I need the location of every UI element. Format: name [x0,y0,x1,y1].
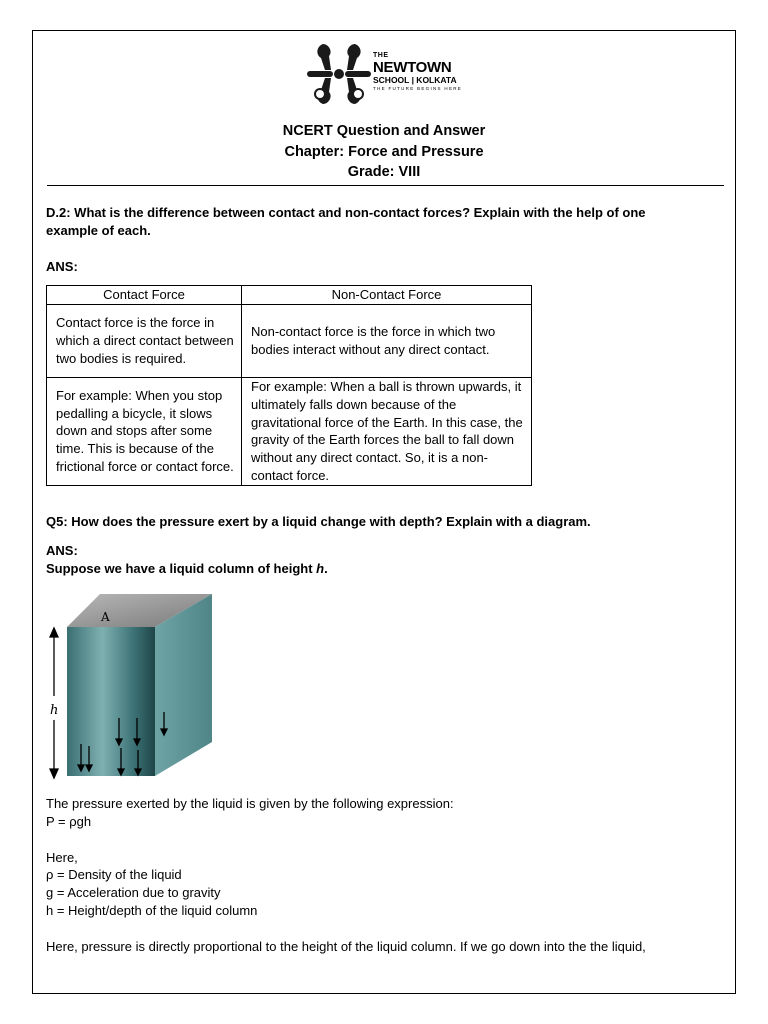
table-header-cell: Non-Contact Force [242,286,532,305]
answer-label: ANS: [46,259,78,274]
logo-tagline: THE FUTURE BEGINS HERE [373,86,463,91]
expression-intro: The pressure exerted by the liquid is given by the following expression: [46,796,454,811]
table-cell: For example: When you stop pedalling a bicycle, it slows down and stops after some time. This is because of the frictional force or contact force. [47,377,242,485]
conclusion-text: Here, pressure is directly proportional to the height of the liquid column. If we go down into the the liquid, [46,939,646,954]
question-q5: Q5: How does the pressure exert by a liquid change with depth? Explain with a diagram. [46,514,591,529]
area-label: A [101,610,110,624]
suppose-prefix: Suppose we have a liquid column of height [46,561,317,576]
question-d2-line2: example of each. [46,223,151,238]
here-label: Here, [46,850,78,865]
table-header-row [47,286,532,305]
logo-the: THE [373,52,389,59]
column-front-face [67,627,155,776]
header-divider [47,185,724,186]
answer-label-2: ANS: [46,543,78,558]
table-row [47,377,532,485]
suppose-variable: h [316,561,325,576]
table-header-cell: Contact Force [47,286,242,305]
table-cell: For example: When a ball is thrown upwards, it ultimately falls down because of the gravitational force of the Earth. In this case, the gravity of the Earth forces the ball to fall down without any direct contact. So, it is a non-contact force. [242,377,532,485]
height-label: h [50,703,59,718]
table-row [47,304,532,377]
definition-density: ρ = Density of the liquid [46,867,182,882]
definition-height: h = Height/depth of the liquid column [46,903,258,918]
logo-wordmark [373,52,462,93]
chapter-title: Chapter: Force and Pressure [284,144,484,160]
question-d2-line1: D.2: What is the difference between contact and non-contact forces? Explain with the help of one [46,205,646,220]
definition-gravity: g = Acceleration due to gravity [46,885,221,900]
table-cell: Non-contact force is the force in which two bodies interact without any direct contact. [242,304,532,377]
suppose-sentence [46,560,328,578]
suppose-suffix: . [324,561,328,576]
table-cell: Contact force is the force in which a direct contact between two bodies is required. [47,304,242,377]
logo-school: SCHOOL | KOLKATA [373,75,457,85]
comparison-table [46,285,532,486]
grade-title: Grade: VIII [347,164,421,180]
logo-name: NEWTOWN [373,59,452,76]
pressure-formula: P = ρgh [46,814,92,829]
doc-title: NCERT Question and Answer [282,123,486,139]
liquid-column-diagram [38,590,238,790]
